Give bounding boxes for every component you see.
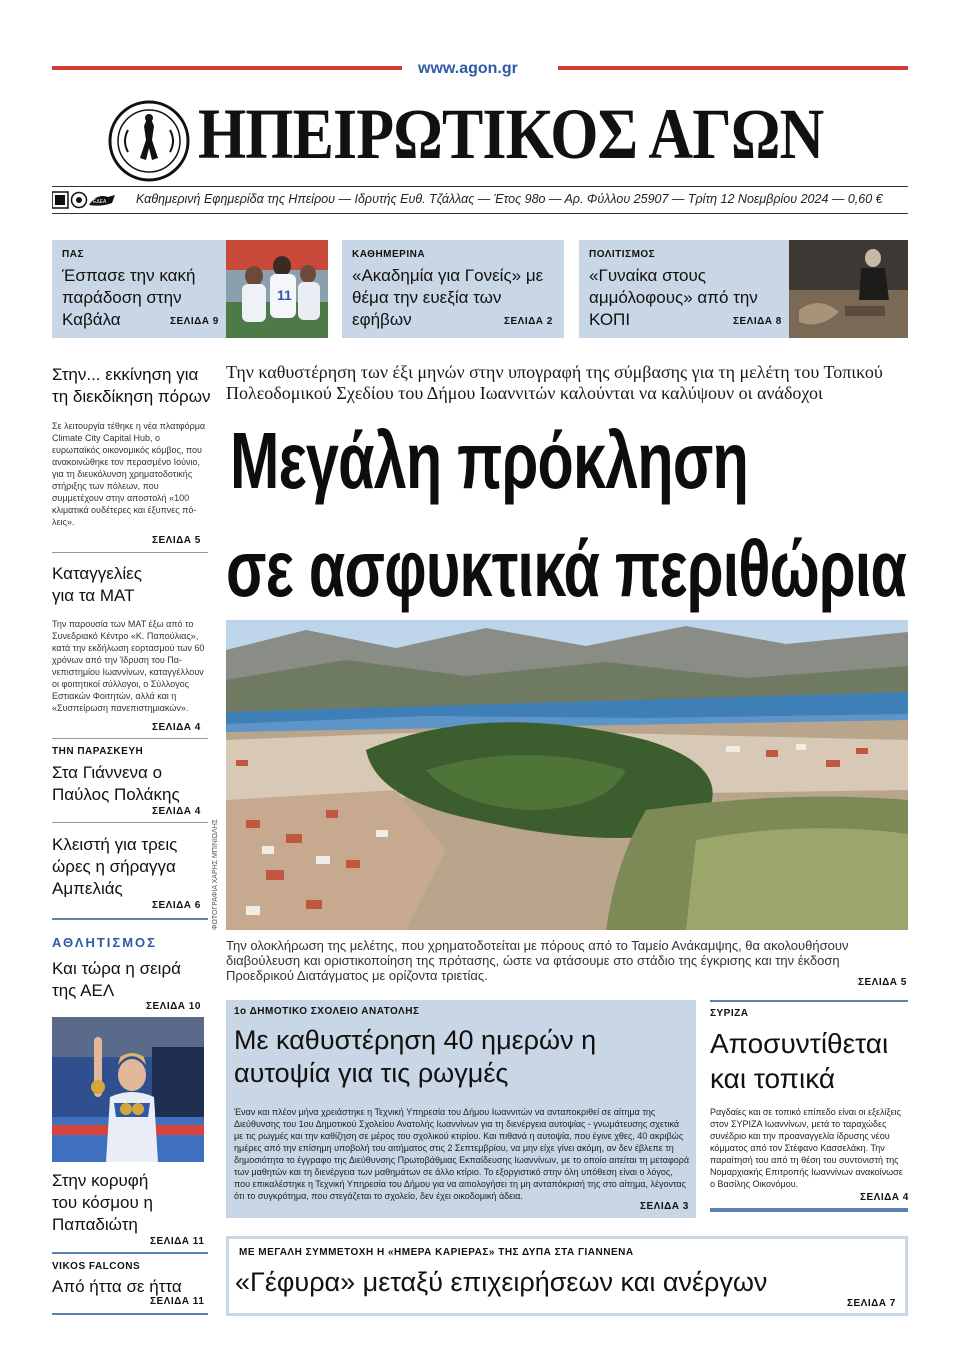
- top-rule-left: [52, 66, 402, 70]
- teaser-kathimerina[interactable]: [342, 240, 564, 338]
- career-day-kicker: ΜΕ ΜΕΓΑΛΗ ΣΥΜΜΕΤΟΧΗ Η «ΗΜΕΡΑ ΚΑΡΙΕΡΑΣ» ΤΗΣ ΔΥΠΑ ΣΤΑ ΓΙΑΝΝΕΝΑ: [239, 1247, 634, 1258]
- top-rule-right: [558, 66, 908, 70]
- lead-photo-caption: Την ολοκλήρωση της μελέτης, που χρηματοδοτείται με πόρους από το Ταμείο Ανάκαμψης, θα ακολουθήσουν διαβούλευση και οριστικοποίηση της πρότασης, ώστε να φτάσουμε στο στάδιο της έγκρισης και την έκδοση Προεδρικού Διατάγματος με ορίζοντα τριετίας.: [226, 938, 849, 983]
- sidebar-separator: [52, 822, 208, 823]
- page-ref: ΣΕΛΙΔΑ 5: [152, 535, 201, 546]
- career-day-box[interactable]: [226, 1236, 908, 1316]
- page-ref: ΣΕΛΙΔΑ 10: [146, 1001, 201, 1012]
- page-ref: ΣΕΛΙΔΑ 2: [504, 316, 553, 327]
- lead-dek: Την καθυστέρηση των έξι μηνών στην υπογραφή της σύμβασης για τη μελέτη του Τοπικού Πολεοδομικού Σχεδίου του Δήμου Ιωαννιτών καλούνται να καλύψουν οι ανάδοχοι: [226, 362, 883, 403]
- teaser-title: «Ακαδημία για Γονείς» με θέμα την ευεξία των εφήβων: [352, 266, 544, 329]
- theatre-scene-photo: [789, 240, 908, 338]
- sidebar-separator: [52, 918, 208, 920]
- teaser-politismos[interactable]: [579, 240, 908, 338]
- small-logos: [52, 191, 118, 209]
- sidebar-title-ael[interactable]: Και τώρα η σειρά της ΑΕΛ: [52, 959, 181, 1000]
- sidebar-separator: [52, 552, 208, 553]
- school-headline: Με καθυστέρηση 40 ημερών η αυτοψία για τις ρωγμές: [234, 1025, 597, 1088]
- sports-section-kicker: ΑΘΛΗΤΙΣΜΟΣ: [52, 935, 157, 950]
- sidebar-title-papadioti[interactable]: Στην κορυφή του κόσμου η Παπαδιώτη: [52, 1171, 153, 1234]
- lead-headline-line-2[interactable]: σε ασφυκτικά περιθώρια: [226, 524, 907, 613]
- school-body: Έναν και πλέον μήνα χρειάστηκε η Τεχνική Υπηρεσία του Δήμου Ιωαννιτών να ανταποκριθεί σε αίτημα της Διεύθυνσης του 1ου Δημοτικού Σχολείου Ανατολής Ιωαννίνων για τη διενέργεια αυτοψίας - γνωμάτευσης σχετικά με τις ρωγμές και την καθίζηση σε μέρος του σχολικού κτιρίου. Και πιθανά η αυτοψία, που έγινε χθες, 40 ακριβώς ημέρες από την επίσημη υποβολή του αιτήματος στις 2 Σεπτεμβρίου, να μην είχε γίνει ακόμη, αν δεν έβλεπε τη δημοσιότητα το έγγραφο της Διεύθυνσης Πρωτοβάθμιας Εκπαίδευσης Ιωαννίνων, με το οποίο αιτείται τη μεταφορά των μαθητών και τη διενέργεια των μαθημάτων σε άλλο κτίριο. Το εξοργιστικό στην όλη υπόθεση είναι ο λόγος, που επικαλέστηκε η Τεχνική Υπηρεσία του Δήμου για να αιτιολογήσει τη μη ανταπόκρισή της στο αίτημα, λέγοντας ότι το συγκρότημα, που στεγάζεται το σχολείο, δεν έχει οικοδομική άδεια.: [234, 1107, 690, 1201]
- syriza-kicker: ΣΥΡΙΖΑ: [710, 1008, 749, 1019]
- sidebar-title-climate[interactable]: Στην... εκκίνηση για τη διεκδίκηση πόρων: [52, 365, 211, 406]
- page-ref: ΣΕΛΙΔΑ 11: [150, 1296, 205, 1307]
- syriza-top-rule: [710, 1000, 908, 1002]
- page-ref: ΣΕΛΙΔΑ 5: [858, 977, 907, 988]
- page-ref: ΣΕΛΙΔΑ 8: [733, 316, 782, 327]
- athlete-medal-photo: [52, 1017, 204, 1162]
- masthead-rule-top: [52, 186, 908, 187]
- page-ref: ΣΕΛΙΔΑ 4: [152, 722, 201, 733]
- edea-logo-text: ΕΔΕΑ: [93, 199, 107, 205]
- photo-credit: [212, 820, 224, 930]
- page-ref: ΣΕΛΙΔΑ 6: [152, 900, 201, 911]
- lead-photo-ioannina-aerial: [226, 620, 908, 930]
- page-ref: ΣΕΛΙΔΑ 7: [847, 1298, 896, 1309]
- page-ref: ΣΕΛΙΔΑ 4: [860, 1192, 909, 1203]
- syriza-body: Ραγδαίες και σε τοπικό επίπεδο είναι οι εξελίξεις στον ΣΥΡΙΖΑ Ιωαννίνων, μετά το ταραχώδες συνέδριο και την προαναγγελία ίδρυσης νέου κόμματος από τον Στέφανο Κασσελάκη. Την παραίτησή του από τη θέση του συντονιστή της Νομαρχιακής Επιτροπής Ιωαννίνων ανακοίνωσε ο Βασίλης Οικονόμου.: [710, 1107, 903, 1189]
- sidebar-separator: [52, 1313, 208, 1315]
- sidebar-text-mat: Την παρουσία των ΜΑΤ έξω από το Συνεδριακό Κέντρο «Κ. Παπούλιας», κατά την εκδήλωση εορτασμού των 60 χρόνων από την Ίδρυση του Πανεπιστημίου Ιωαννίνων, καταγγέλλουν οι φοιτητικοί σύλλογοι, ο Σύλλογος Εστιακών Φοιτητών, αλλά και η «Συσπείρωση πανεπιστημιακών».: [52, 619, 205, 713]
- teaser-kicker: ΚΑΘΗΜΕΡΙΝΑ: [352, 249, 426, 260]
- football-players-photo: [226, 240, 328, 338]
- teaser-pas[interactable]: [52, 240, 328, 338]
- sidebar-title-vikos[interactable]: Από ήττα σε ήττα: [52, 1277, 182, 1296]
- school-kicker: 1ο ΔΗΜΟΤΙΚΟ ΣΧΟΛΕΙΟ ΑΝΑΤΟΛΗΣ: [234, 1006, 420, 1017]
- page-ref: ΣΕΛΙΔΑ 3: [640, 1201, 689, 1212]
- syriza-headline[interactable]: Αποσυντίθεται και τοπικά: [710, 1028, 889, 1094]
- sidebar-separator: [52, 738, 208, 739]
- sidebar-title-mat[interactable]: Καταγγελίες για τα ΜΑΤ: [52, 564, 142, 605]
- school-story-box[interactable]: [226, 1000, 696, 1218]
- sidebar-title-tunnel[interactable]: Κλειστή για τρεις ώρες η σήραγγα Αμπελιάς: [52, 835, 178, 898]
- teaser-title: «Γυναίκα στους αμμόλοφους» από την ΚΟΠΙ: [589, 266, 758, 329]
- page-ref: ΣΕΛΙΔΑ 9: [170, 316, 219, 327]
- teaser-kicker: ΠΟΛΙΤΙΣΜΟΣ: [589, 249, 656, 260]
- page-ref: ΣΕΛΙΔΑ 4: [152, 806, 201, 817]
- photo-credit-text: ΦΩΤΟΓΡΑΦΙΑ ΧΑΡΗΣ ΜΠΙΝΙΩΛΗΣ: [212, 818, 219, 930]
- website-url[interactable]: www.agon.gr: [418, 60, 518, 77]
- lead-headline-line-1[interactable]: Μεγάλη πρόκληση: [230, 416, 749, 505]
- svg-text:11: 11: [277, 287, 292, 303]
- teaser-kicker: ΠΑΣ: [62, 249, 84, 260]
- newspaper-title: ΗΠΕΙΡΩΤΙΚΟΣ ΑΓΩΝ: [198, 94, 824, 174]
- issue-info: Καθημερινή Εφημερίδα της Ηπείρου — Ιδρυτής Ευθ. Τζάλλας — Έτος 98ο — Αρ. Φύλλου 25907 — Τρίτη 12 Νοεμβρίου 2024 — 0,60 €: [136, 192, 883, 206]
- teaser-title: Έσπασε την κακή παράδοση στην Καβάλα: [62, 266, 196, 329]
- sidebar-text-climate: Σε λειτουργία τέθηκε η νέα πλατφόρμα Climate City Capital Hub, ο ευρωπαϊκός οικονομικός κόμβος, που ανακοινώθηκε τον περασμένο Ιούνιο, για τη διευκόλυνση χρηματοδοτικής στήριξης των πόλεων, που συμμετέχουν στην αποστολή «100 κλιματικά ουδέτερες και έξυπνες πόλεις».: [52, 421, 206, 527]
- masthead-seal-logo: [108, 100, 190, 182]
- page-ref: ΣΕΛΙΔΑ 11: [150, 1236, 205, 1247]
- sidebar-kicker-vikos: VIKOS FALCONS: [52, 1261, 141, 1272]
- sidebar-kicker-friday: ΤΗΝ ΠΑΡΑΣΚΕΥΗ: [52, 746, 144, 757]
- sidebar-separator: [52, 1252, 208, 1254]
- career-day-headline: «Γέφυρα» μεταξύ επιχειρήσεων και ανέργων: [235, 1267, 768, 1297]
- masthead-rule-bottom: [52, 213, 908, 214]
- sidebar-title-polakis[interactable]: Στα Γιάννενα ο Παύλος Πολάκης: [52, 763, 180, 804]
- syriza-bottom-rule: [710, 1208, 908, 1212]
